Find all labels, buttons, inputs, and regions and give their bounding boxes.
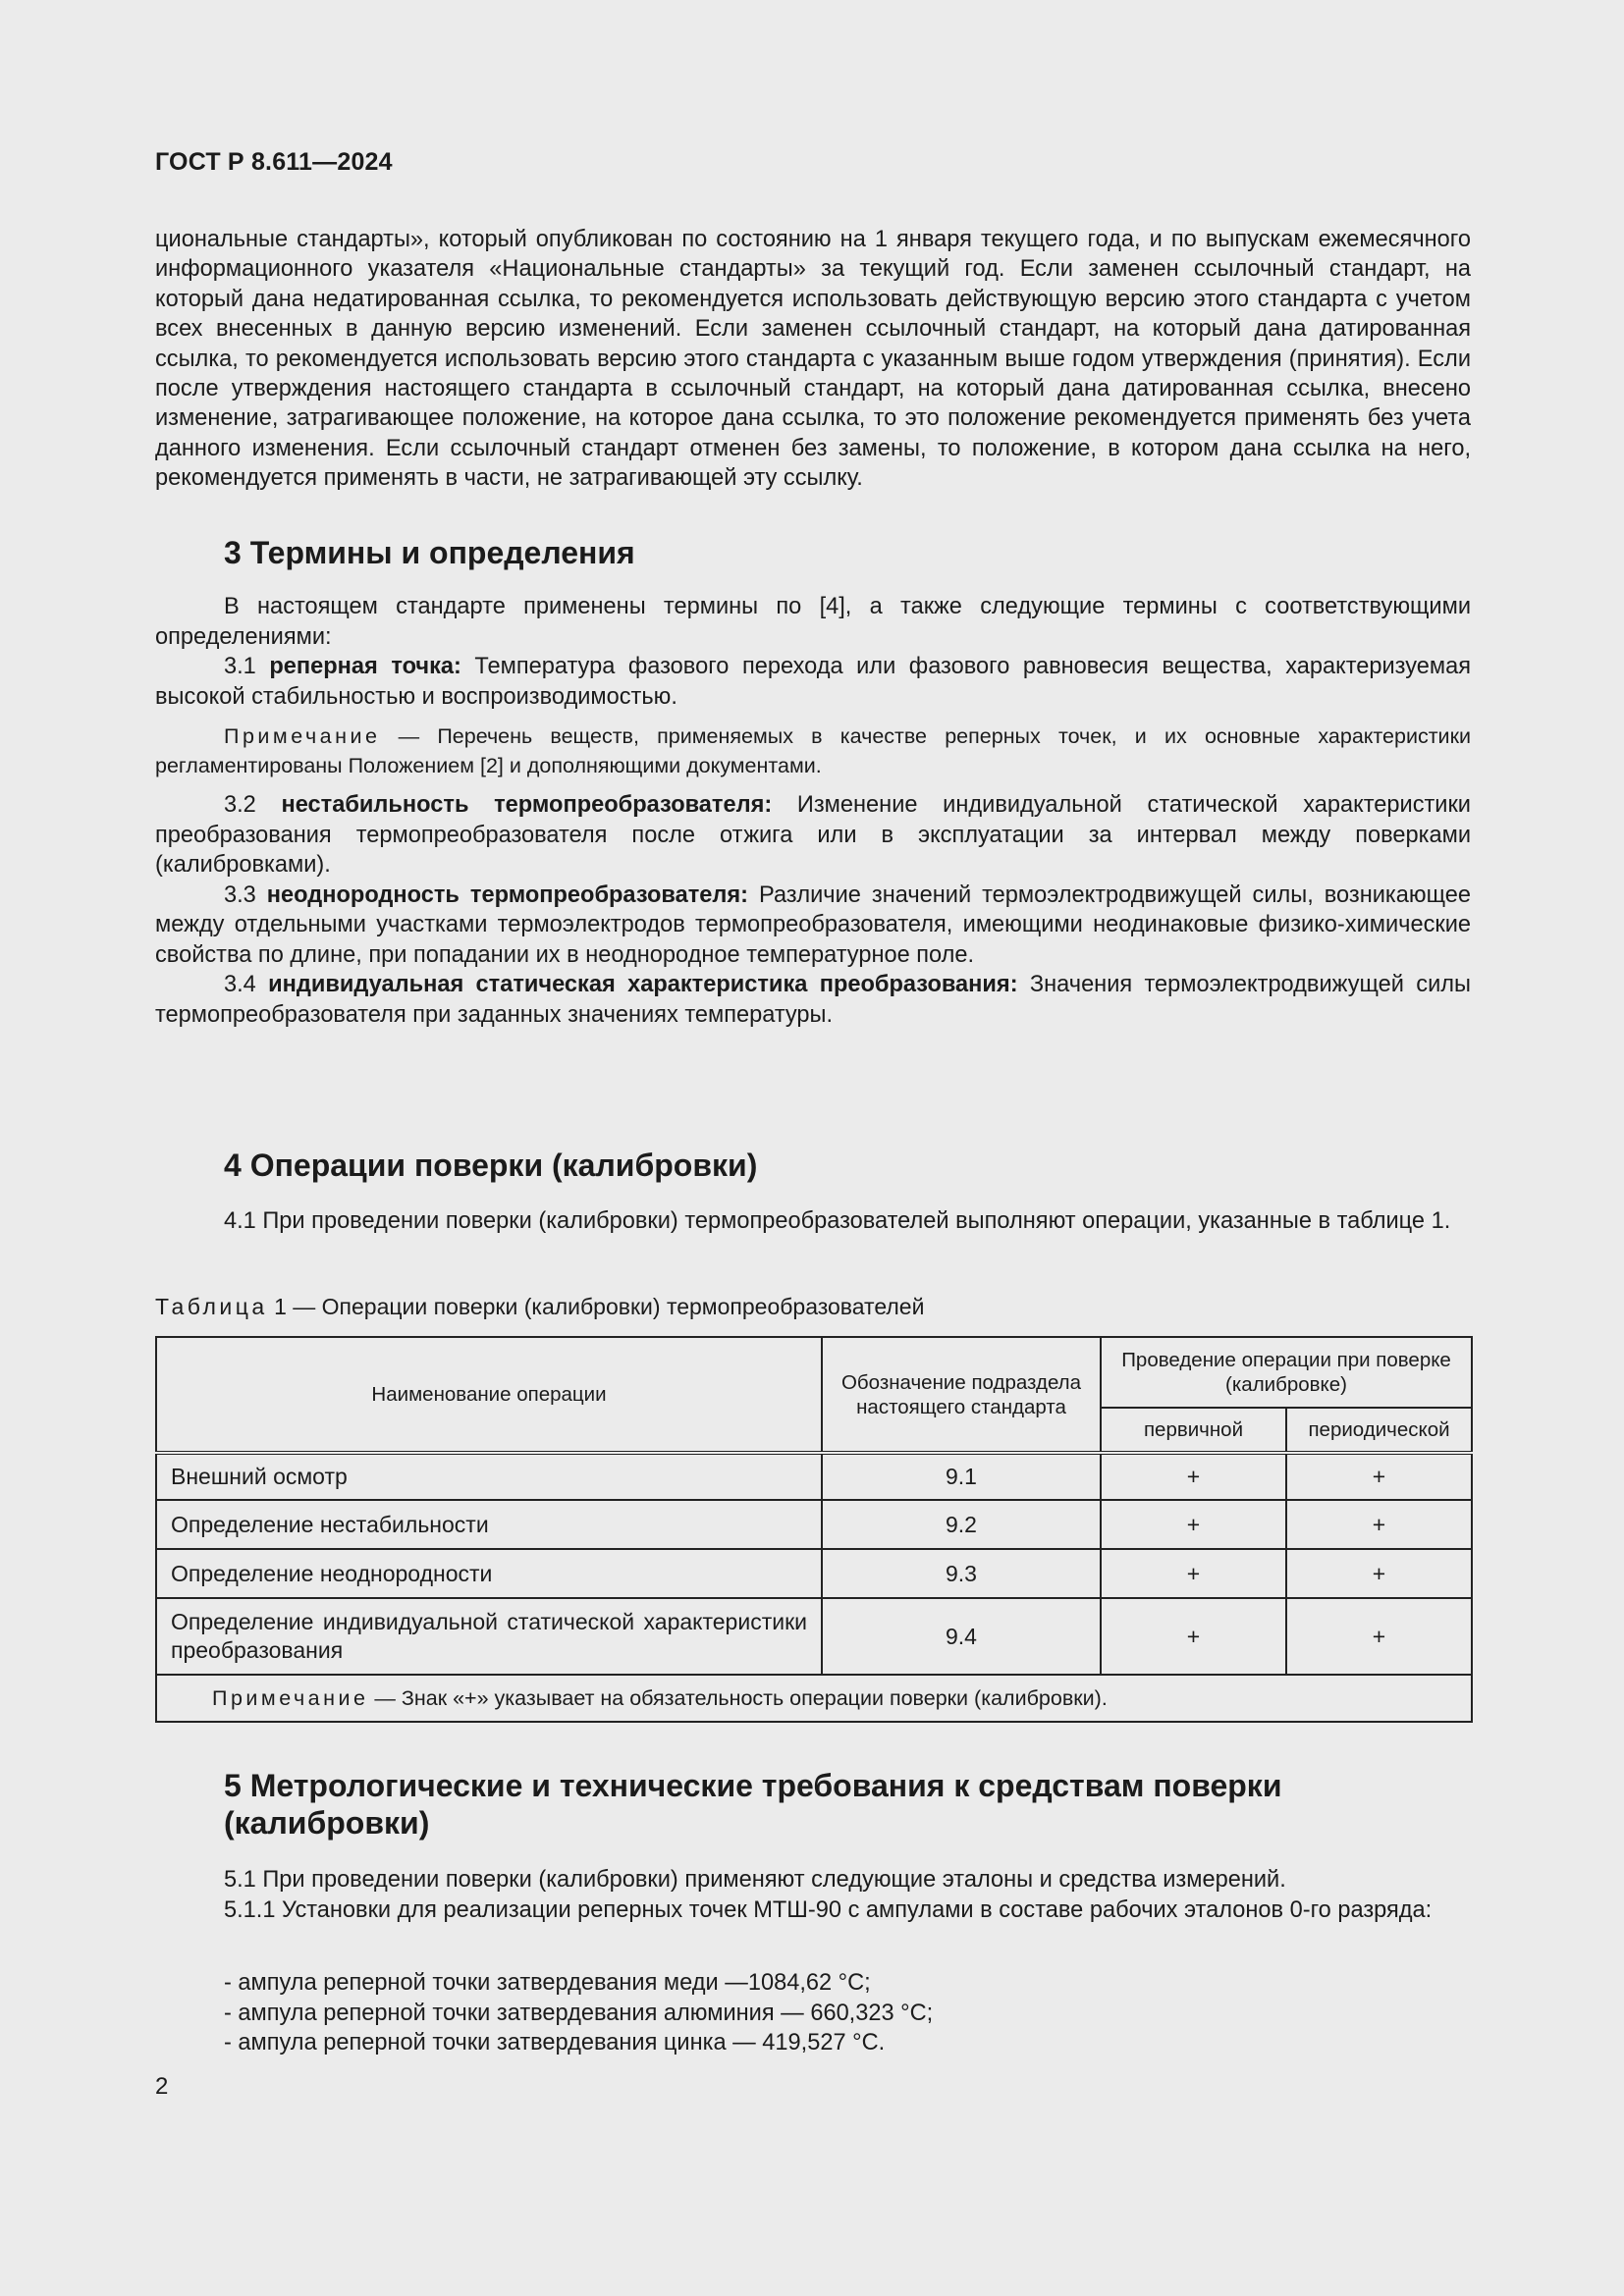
header-primary: первичной <box>1101 1408 1286 1453</box>
cell-primary: + <box>1101 1598 1286 1675</box>
section-3-body <box>155 592 1471 1030</box>
header-periodic: периодической <box>1286 1408 1472 1453</box>
table-caption <box>155 1294 924 1320</box>
term-name: нестабильность термопреобразователя: <box>281 792 773 818</box>
term-definition: Различие значений термоэлектродвижущей силы, возникающее между отдельными участками термоэлектродов термопреобразователя, имеющими неодинаковые физико-химические свойства по длине, при попадании их в неоднородное температурное поле. <box>155 881 1471 968</box>
term-3-2 <box>155 790 1471 881</box>
term-number: 3.3 <box>224 881 267 908</box>
term-name: неоднородность термопреобразователя: <box>266 881 748 908</box>
note-label: Примечание <box>224 724 381 748</box>
term-name: индивидуальная статическая характеристика преобразования: <box>268 972 1018 997</box>
operations-table <box>155 1336 1473 1723</box>
document-header: ГОСТ Р 8.611—2024 <box>155 148 393 176</box>
term-number: 3.4 <box>224 972 269 997</box>
cell-ref: 9.1 <box>822 1453 1101 1500</box>
caption-text: 1 — Операции поверки (калибровки) термопреобразователей <box>267 1294 925 1319</box>
caption-label: Таблица <box>155 1294 268 1319</box>
note-text: — Перечень веществ, применяемых в качестве реперных точек, и их основные характеристики регламентированы Положением [2] и дополняющими документами. <box>155 724 1471 777</box>
cell-operation: Определение индивидуальной статической характеристики преобразования <box>156 1598 822 1675</box>
header-operation-group: Проведение операции при поверке (калибровке) <box>1101 1337 1472 1408</box>
header-subsection-ref: Обозначение подраздела настоящего стандарта <box>822 1337 1101 1453</box>
cell-periodic: + <box>1286 1453 1472 1500</box>
note-label: Примечание <box>212 1685 369 1710</box>
term-number: 3.1 <box>224 654 270 679</box>
section-5-title: 5 Метрологические и технические требования к средствам поверки (калибровки) <box>224 1768 1282 1841</box>
table-row <box>156 1549 1472 1598</box>
section-5-body <box>155 1865 1471 1925</box>
cell-primary: + <box>1101 1549 1286 1598</box>
paragraph-5-1-1: 5.1.1 Установки для реализации реперных точек МТШ-90 с ампулами в составе рабочих эталонов 0-го разряда: <box>224 1896 1433 1923</box>
term-name: реперная точка: <box>269 654 461 679</box>
table-row <box>156 1500 1472 1549</box>
cell-primary: + <box>1101 1453 1286 1500</box>
term-definition: Температура фазового перехода или фазового равновесия вещества, характеризуемая высокой стабильностью и воспроизводимостью. <box>155 654 1471 710</box>
cell-operation: Определение нестабильности <box>156 1500 822 1549</box>
cell-periodic: + <box>1286 1500 1472 1549</box>
section-3-title: 3 Термины и определения <box>224 535 635 570</box>
table-note-row <box>156 1675 1472 1722</box>
note-text: — Знак «+» указывает на обязательность операции поверки (калибровки). <box>368 1685 1108 1710</box>
term-definition: Изменение индивидуальной статической характеристики преобразования термопреобразователя после отжига или в эксплуатации за интервал между поверками (калибровками). <box>155 792 1471 878</box>
intro-paragraph: циональные стандарты», который опубликован по состоянию на 1 января текущего года, и по выпускам ежемесячного информационного указателя «Национальные стандарты» за текущий год. Если заменен ссылочный стандарт, на который дана недатированная ссылка, то рекомендуется использовать действующую версию этого стандарта с учетом всех внесенных в данную версию изменений. Если заменен ссылочный стандарт, на который дана датированная ссылка, то рекомендуется использовать версию этого стандарта с указанным выше годом утверждения (принятия). Если после утверждения настоящего стандарта в ссылочный стандарт, на который дана датированная ссылка, внесено изменение, затрагивающее положение, на которое дана ссылка, то это положение рекомендуется применять без учета данного изменения. Если ссылочный стандарт отменен без замены, то положение, в котором дана ссылка на него, рекомендуется применять в части, не затрагивающей эту ссылку. <box>155 227 1471 492</box>
term-definition: Значения термоэлектродвижущей силы термопреобразователя при заданных значениях температуры. <box>155 972 1471 1028</box>
section-4-paragraph: 4.1 При проведении поверки (калибровки) термопреобразователей выполняют операции, указанные в таблице 1. <box>224 1208 1451 1234</box>
section-3-note <box>155 721 1471 780</box>
list-item: - ампула реперной точки затвердевания меди —1084,62 °C; <box>224 1970 871 1996</box>
list-item: - ампула реперной точки затвердевания алюминия — 660,323 °C; <box>224 2000 934 2026</box>
cell-ref: 9.3 <box>822 1549 1101 1598</box>
list-item: - ампула реперной точки затвердевания цинка — 419,527 °C. <box>224 2030 886 2056</box>
cell-periodic: + <box>1286 1549 1472 1598</box>
term-number: 3.2 <box>224 792 282 818</box>
cell-ref: 9.4 <box>822 1598 1101 1675</box>
table-note <box>156 1675 1472 1722</box>
cell-periodic: + <box>1286 1598 1472 1675</box>
page-number: 2 <box>155 2073 169 2100</box>
header-operation-name: Наименование операции <box>156 1337 822 1453</box>
section-3-intro: В настоящем стандарте применены термины по [4], а также следующие термины с соответствующими определениями: <box>155 594 1471 650</box>
table-row <box>156 1453 1472 1500</box>
term-3-3 <box>155 881 1471 971</box>
cell-primary: + <box>1101 1500 1286 1549</box>
cell-operation: Определение неоднородности <box>156 1549 822 1598</box>
cell-operation: Внешний осмотр <box>156 1453 822 1500</box>
section-4-title: 4 Операции поверки (калибровки) <box>224 1148 758 1183</box>
ampoule-list <box>224 1968 933 2058</box>
term-3-1 <box>155 652 1471 712</box>
term-3-4 <box>155 970 1471 1030</box>
table-row <box>156 1598 1472 1675</box>
cell-ref: 9.2 <box>822 1500 1101 1549</box>
paragraph-5-1: 5.1 При проведении поверки (калибровки) применяют следующие эталоны и средства измерений. <box>224 1867 1286 1893</box>
